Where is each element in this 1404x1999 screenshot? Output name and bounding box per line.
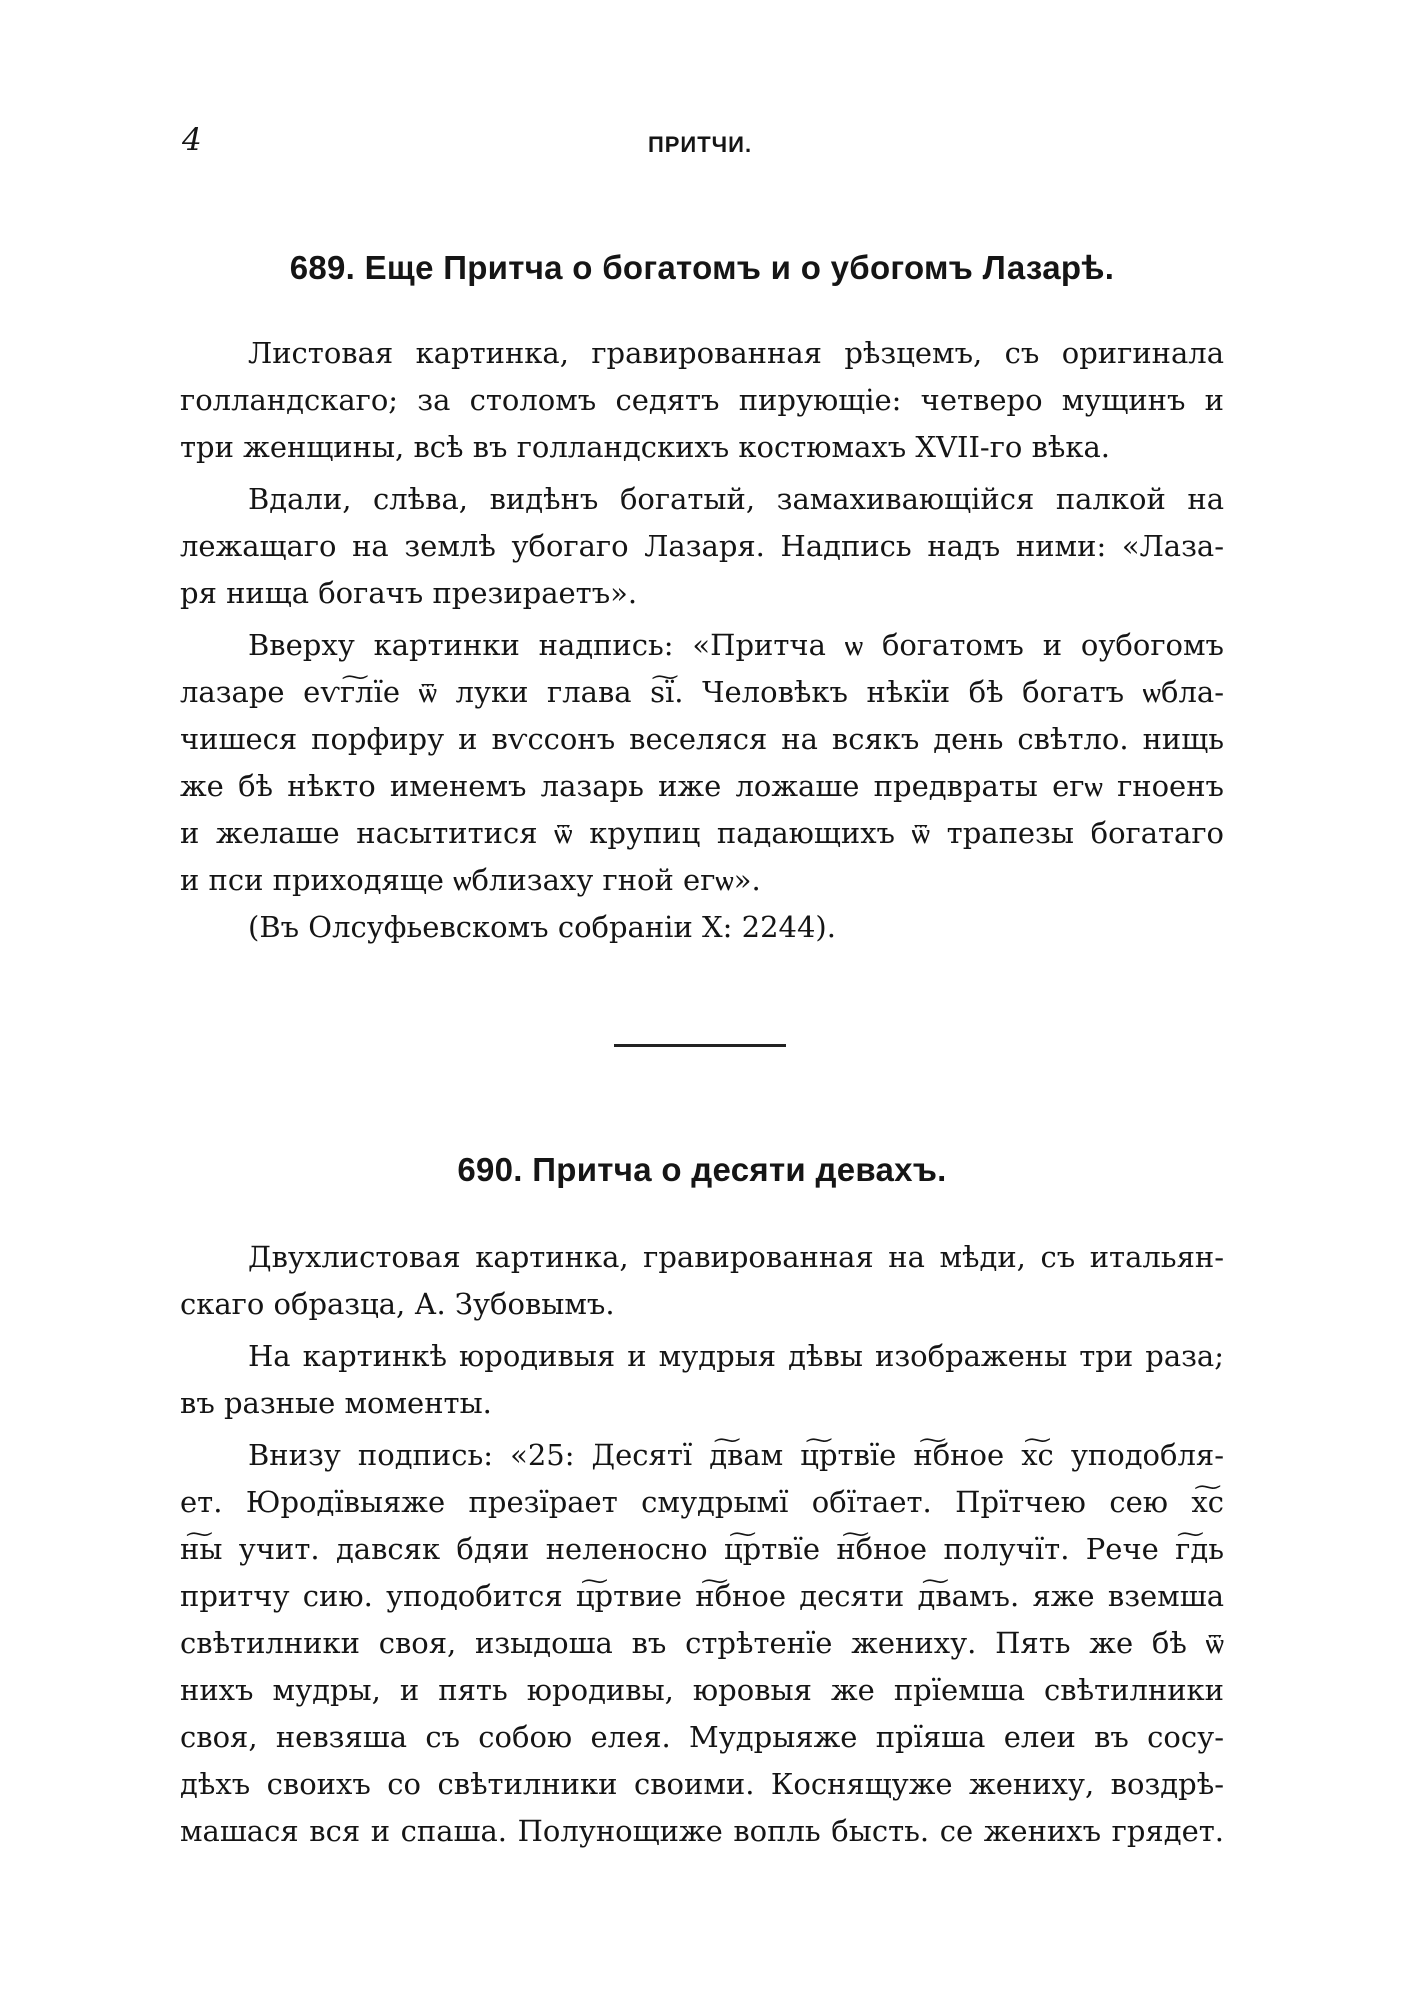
section-separator xyxy=(614,1044,786,1047)
text-line: скаго образца, А. Зубовымъ. xyxy=(180,1287,615,1321)
section-body-690 xyxy=(180,1234,1224,1855)
text-line: нихъ мудры, и пять юродивы, юровыя же прїемша свѣтилники xyxy=(180,1673,1224,1707)
section-title-690: 690. Притча о десяти девахъ. xyxy=(457,1151,947,1188)
text-line: три женщины, всѣ въ голландскихъ костюмахъ XVII-го вѣка. xyxy=(180,430,1111,464)
section-body-689 xyxy=(180,330,1224,951)
citation-line: (Въ Олсуфьевскомъ собраніи X: 2244). xyxy=(248,910,836,944)
text-line: Внизу подпись: «25: Десятї д͠вам ц͠ртвїе н͠бное х͠с уподобля- xyxy=(248,1438,1224,1472)
section-title-689: 689. Еще Притча о богатомъ и о убогомъ Лазарѣ. xyxy=(289,249,1115,286)
text-line: и желаше насытитися ѿ крупиц падающихъ ѿ трапезы богатаго xyxy=(180,816,1224,850)
text-line: дѣхъ своихъ со свѣтилники своими. Коснящуже жениху, воздрѣ- xyxy=(180,1767,1224,1801)
text-line: чишеся порфиру и вѵссонъ веселяся на всякъ день свѣтло. нищь xyxy=(180,722,1224,756)
text-line: лазаре еѵг͠лїе ѿ луки глава ѕ͠ї. Человѣкъ нѣкїи бѣ богатъ ѡбла- xyxy=(180,675,1224,709)
text-line: Двухлистовая картинка, гравированная на мѣди, съ итальян- xyxy=(248,1240,1224,1274)
text-line: Вверху картинки надпись: «Притча ѡ богатомъ и оубогомъ xyxy=(248,628,1224,662)
text-line: ря нища богачъ презираетъ». xyxy=(180,576,638,610)
text-line: На картинкѣ юродивыя и мудрыя дѣвы изображены три раза; xyxy=(248,1339,1224,1373)
text-line: н͠ы учит. давсяк бдяи неленосно ц͠ртвїе н͠бное получїт. Рече г͠дь xyxy=(180,1532,1224,1566)
text-line: лежащаго на землѣ убогаго Лазаря. Надпись надъ ними: «Лаза- xyxy=(180,529,1224,563)
text-line: свѣтилники своя, изыдоша въ стрѣтенїе жениху. Пять же бѣ ѿ xyxy=(180,1626,1224,1660)
text-line: притчу сию. уподобится ц͠ртвие н͠бное десяти д͠вамъ. яже вземша xyxy=(180,1579,1224,1613)
text-line: и пси приходяще ѡблизаху гной егѡ». xyxy=(180,863,761,897)
text-line: голландскаго; за столомъ седятъ пирующіе: четверо мущинъ и xyxy=(180,383,1224,417)
text-line: своя, невзяша съ собою елея. Мудрыяже прїяша елеи въ сосу- xyxy=(180,1720,1224,1754)
text-line: ет. Юродївыяже презїрает смудрымї обїтает. Прїтчею сею х͠с xyxy=(180,1485,1224,1519)
page-number: 4 xyxy=(182,122,202,158)
text-line: же бѣ нѣкто именемъ лазарь иже ложаше предвраты егѡ гноенъ xyxy=(180,769,1224,803)
running-head: ПРИТЧИ. xyxy=(647,132,753,157)
text-line: въ разные моменты. xyxy=(180,1386,492,1420)
text-line: Листовая картинка, гравированная рѣзцемъ, съ оригинала xyxy=(248,336,1224,370)
text-line: Вдали, слѣва, видѣнъ богатый, замахивающійся палкой на xyxy=(248,482,1224,516)
text-line: машася вся и спаша. Полунощиже вопль бысть. се женихъ грядет. xyxy=(180,1814,1224,1848)
